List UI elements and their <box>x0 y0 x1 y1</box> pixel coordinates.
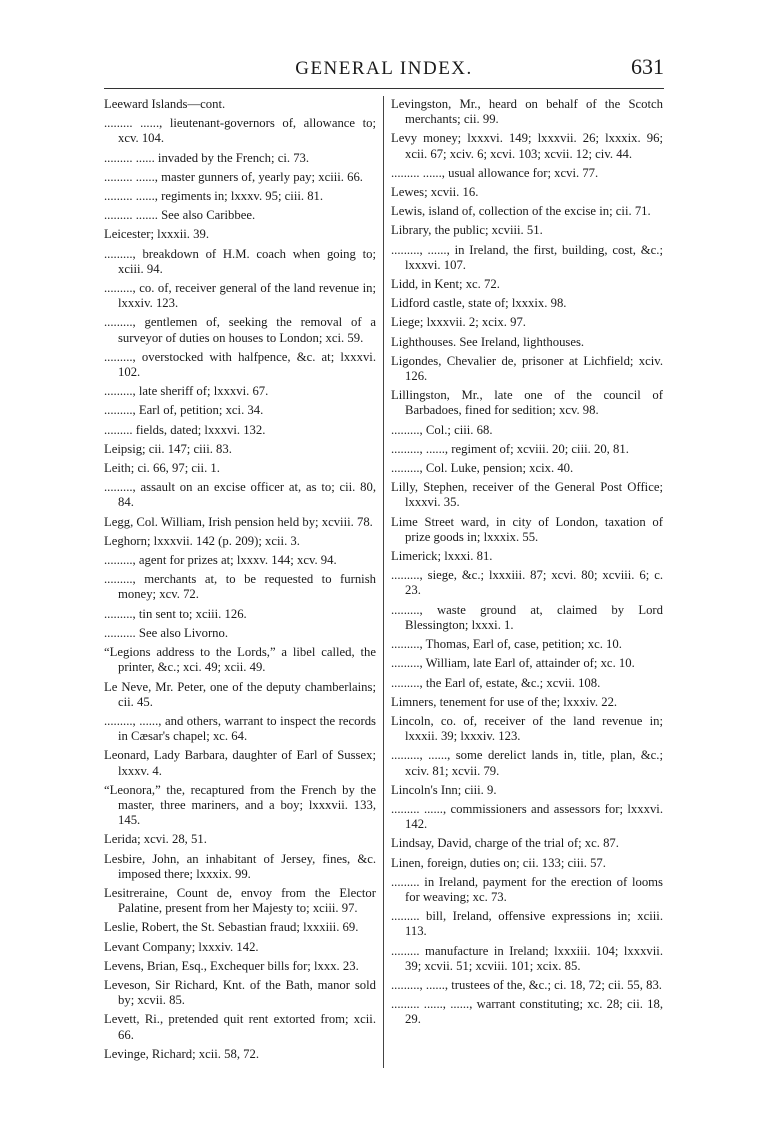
page-header <box>104 54 664 84</box>
index-entry: Lewes; xcvii. 16. <box>391 185 479 200</box>
index-entry: Lighthouses. See Ireland, lighthouses. <box>391 334 585 349</box>
index-entry: Library, the public; xcviii. 51. <box>391 223 543 238</box>
index-entry: Ligondes, Chevalier de, prisoner at Lichfield; xciv. 126. <box>391 353 663 384</box>
index-entry: ........., Col. Luke, pension; xcix. 40. <box>391 461 574 476</box>
index-entry: Lerida; xcvi. 28, 51. <box>104 832 207 847</box>
index-entry: Leghorn; lxxxvii. 142 (p. 209); xcii. 3. <box>104 533 300 548</box>
index-entry: ........., waste ground at, claimed by Lord Blessington; lxxxi. 1. <box>391 602 663 632</box>
index-entry: Leicester; lxxxii. 39. <box>104 227 209 242</box>
index-entry: Levett, Ri., pretended quit rent extorted from; xcii. 66. <box>104 1012 376 1042</box>
index-entry: “Leonora,” the, recaptured from the French by the master, three mariners, and a boy; lxxxvii. 133, 145. <box>104 782 376 828</box>
index-entry: Lesitreraine, Count de, envoy from the Elector Palatine, present from her Majesty to; xciii. 97. <box>104 885 376 916</box>
index-entry: ......... ......, regiments in; lxxxv. 95; ciii. 81. <box>104 189 324 204</box>
index-entry: Lewis, island of, collection of the excise in; cii. 71. <box>391 204 651 219</box>
index-entry: ........., late sheriff of; lxxxvi. 67. <box>104 384 269 399</box>
index-entry: .......... See also Livorno. <box>104 625 229 640</box>
index-entry: Limerick; lxxxi. 81. <box>391 549 493 564</box>
index-entry: ........., ......, in Ireland, the first, building, cost, &c.; lxxxvi. 107. <box>391 242 663 272</box>
index-entry: Lesbire, John, an inhabitant of Jersey, fines, &c. imposed there; lxxxix. 99. <box>104 851 376 881</box>
index-column-right <box>391 97 663 1032</box>
index-column-left <box>104 97 376 1066</box>
header-rule <box>104 88 664 89</box>
index-entry: Lime Street ward, in city of London, taxation of prize goods in; lxxxix. 55. <box>391 514 663 544</box>
index-entry: ........., ......, trustees of the, &c.; ci. 18, 72; cii. 55, 83. <box>391 977 662 992</box>
index-entry: Lilly, Stephen, receiver of the General Post Office; lxxxvi. 35. <box>391 480 663 510</box>
index-entry: ........., Thomas, Earl of, case, petition; xc. 10. <box>391 637 622 652</box>
index-entry: Lidd, in Kent; xc. 72. <box>391 277 500 292</box>
index-entry: Leonard, Lady Barbara, daughter of Earl of Sussex; lxxxv. 4. <box>104 748 376 778</box>
index-entry: ........., the Earl of, estate, &c.; xcvii. 108. <box>391 675 601 690</box>
index-entry: ......... in Ireland, payment for the erection of looms for weaving; xc. 73. <box>391 874 663 904</box>
index-entry: Lincoln's Inn; ciii. 9. <box>391 782 497 797</box>
index-entry: ........., ......, some derelict lands in, title, plan, &c.; xciv. 81; xcvii. 79. <box>391 748 663 778</box>
page-number: 631 <box>631 54 664 79</box>
index-entry: “Legions address to the Lords,” a libel called, the printer, &c.; xci. 49; xcii. 49. <box>104 645 376 675</box>
index-entry: Lidford castle, state of; lxxxix. 98. <box>391 296 567 311</box>
index-entry: Levens, Brian, Esq., Exchequer bills for; lxxx. 23. <box>104 958 359 973</box>
index-entry: ........., gentlemen of, seeking the removal of a surveyor of duties on houses to London; xci. 59. <box>104 315 376 345</box>
index-entry: ......... ....... See also Caribbee. <box>104 208 256 223</box>
index-entry: Leslie, Robert, the St. Sebastian fraud; lxxxiii. 69. <box>104 920 359 935</box>
index-entry: ........., overstocked with halfpence, &c. at; lxxxvi. 102. <box>104 349 376 380</box>
index-entry: Leith; ci. 66, 97; cii. 1. <box>104 461 220 476</box>
column-divider <box>383 96 384 1068</box>
index-entry: ......... ...... invaded by the French; ci. 73. <box>104 150 310 165</box>
index-entry: ......... bill, Ireland, offensive expressions in; xciii. 113. <box>391 909 663 939</box>
index-entry: ........., co. of, receiver general of the land revenue in; lxxxiv. 123. <box>104 281 376 311</box>
index-entry: ........., Earl of, petition; xci. 34. <box>104 403 264 418</box>
index-entry: Levant Company; lxxxiv. 142. <box>104 939 259 954</box>
index-entry: Lindsay, David, charge of the trial of; xc. 87. <box>391 836 619 851</box>
index-entry: Lillingston, Mr., late one of the council of Barbadoes, fined for sedition; xcv. 98. <box>391 388 663 418</box>
index-entry: ......... ......, commissioners and assessors for; lxxxvi. 142. <box>391 801 663 832</box>
index-entry: ......... ......, lieutenant-governors of, allowance to; xcv. 104. <box>104 116 376 146</box>
page-title: GENERAL INDEX. <box>295 58 473 79</box>
index-entry: ........., siege, &c.; lxxxiii. 87; xcvi. 80; xcviii. 6; c. 23. <box>391 568 663 598</box>
index-entry: ........., assault on an excise officer at, as to; cii. 80, 84. <box>104 480 376 510</box>
index-entry: Limners, tenement for use of the; lxxxiv. 22. <box>391 694 618 709</box>
index-entry: Linen, foreign, duties on; cii. 133; ciii. 57. <box>391 855 606 870</box>
index-entry: ........., breakdown of H.M. coach when going to; xciii. 94. <box>104 246 376 276</box>
index-entry: ......... ......, usual allowance for; xcvi. 77. <box>391 165 599 180</box>
index-entry: Leeward Islands—cont. <box>104 97 226 111</box>
index-entry: ......... manufacture in Ireland; lxxxiii. 104; lxxxvii. 39; xcvii. 51; xcviii. 101; xcix. 85. <box>391 943 663 973</box>
index-entry: ......... ......, master gunners of, yearly pay; xciii. 66. <box>104 169 363 184</box>
index-entry: ......... ......, ......, warrant constituting; xc. 28; cii. 18, 29. <box>391 997 663 1027</box>
index-entry: ........., tin sent to; xciii. 126. <box>104 606 247 621</box>
index-entry: ......... fields, dated; lxxxvi. 132. <box>104 422 266 437</box>
index-entry: Liege; lxxxvii. 2; xcix. 97. <box>391 315 526 330</box>
index-entry: Leveson, Sir Richard, Knt. of the Bath, manor sold by; xcvii. 85. <box>104 977 376 1008</box>
index-entry: ........., Col.; ciii. 68. <box>391 422 493 437</box>
index-entry: ........., merchants at, to be requested to furnish money; xcv. 72. <box>104 572 376 602</box>
index-entry: Lincoln, co. of, receiver of the land revenue in; lxxxii. 39; lxxxiv. 123. <box>391 713 663 744</box>
index-entry: Legg, Col. William, Irish pension held by; xcviii. 78. <box>104 514 373 529</box>
index-entry: ........., ......, regiment of; xcviii. 20; ciii. 20, 81. <box>391 441 629 456</box>
index-entry: Levingston, Mr., heard on behalf of the Scotch merchants; cii. 99. <box>391 97 663 127</box>
index-entry: ........., agent for prizes at; lxxxv. 144; xcv. 94. <box>104 553 337 568</box>
index-entry: Le Neve, Mr. Peter, one of the deputy chamberlains; cii. 45. <box>104 679 376 709</box>
index-entry: ........., William, late Earl of, attainder of; xc. 10. <box>391 656 635 671</box>
index-entry: Levinge, Richard; xcii. 58, 72. <box>104 1046 260 1061</box>
index-entry: Leipsig; cii. 147; ciii. 83. <box>104 441 232 456</box>
index-entry: Levy money; lxxxvi. 149; lxxxvii. 26; lxxxix. 96; xcii. 67; xciv. 6; xcvi. 103; xcvii. 12; civ. 44. <box>391 131 663 161</box>
index-entry: ........., ......, and others, warrant to inspect the records in Cæsar's chapel; xc. 64. <box>104 713 376 744</box>
